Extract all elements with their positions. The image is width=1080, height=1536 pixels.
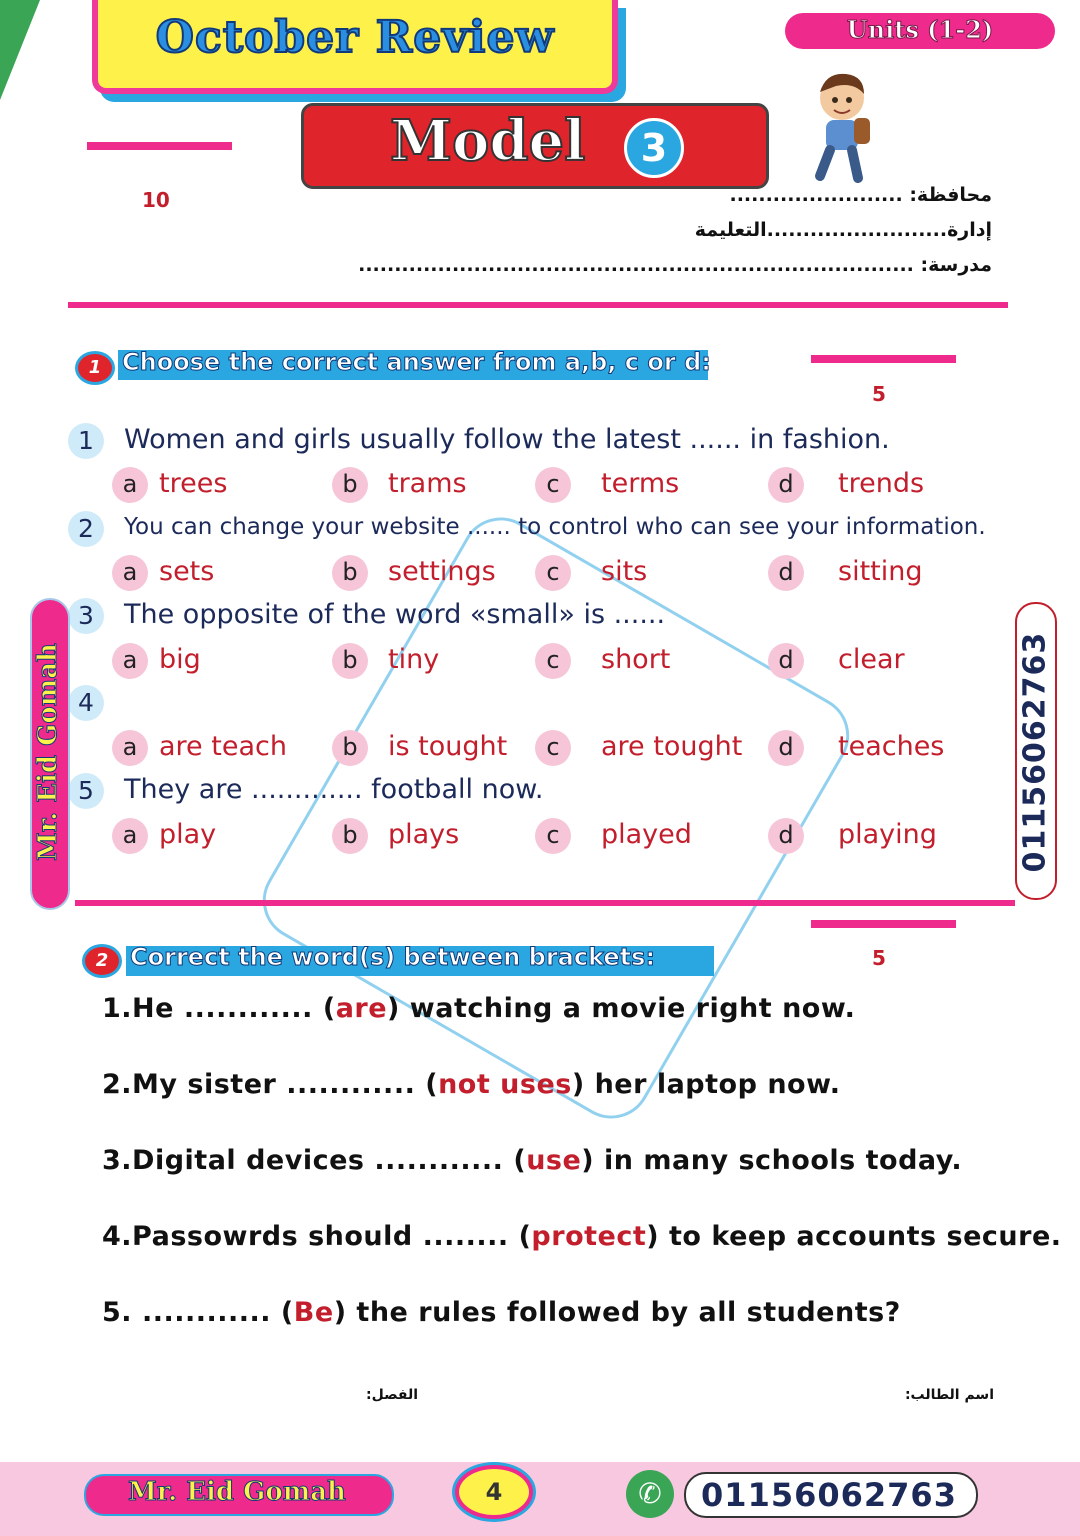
option-text: tiny	[388, 644, 440, 675]
option-letter[interactable]: a	[112, 818, 148, 854]
option-letter[interactable]: d	[768, 730, 804, 766]
item-after: ) in many schools today.	[581, 1145, 963, 1176]
bracket-word: are	[335, 993, 388, 1024]
total-score: 10	[142, 188, 170, 212]
option-text: sits	[601, 556, 648, 587]
section-2-score-line	[811, 920, 956, 928]
option-letter[interactable]: b	[332, 555, 368, 591]
option-text: played	[601, 819, 692, 850]
item-number: 3.	[102, 1145, 133, 1176]
bracket-word: protect	[531, 1221, 647, 1252]
item-before: My sister ............ (	[132, 1069, 439, 1100]
header-divider	[68, 302, 1008, 308]
side-teacher-name: Mr. Eid Gomah	[33, 643, 63, 861]
section-2-title: Correct the word(s) between brackets:	[130, 943, 656, 971]
option-letter[interactable]: c	[535, 555, 571, 591]
option-letter[interactable]: d	[768, 555, 804, 591]
option-text: trees	[159, 468, 228, 499]
option-text: trams	[388, 468, 467, 499]
option-text: playing	[838, 819, 937, 850]
boy-eye-right	[846, 97, 852, 103]
question-text: The opposite of the word «small» is ......	[124, 599, 666, 630]
option-letter[interactable]: c	[535, 467, 571, 503]
section-1-number: 1	[75, 351, 115, 385]
page-number: 4	[455, 1465, 533, 1519]
question-text: Women and girls usually follow the latest ...... in fashion.	[124, 424, 890, 455]
bracket-word: use	[526, 1145, 582, 1176]
student-name-field: اسم الطالب:	[904, 1387, 994, 1403]
option-letter[interactable]: a	[112, 730, 148, 766]
item-before: He ............ (	[132, 993, 336, 1024]
class-field: الفصل:	[366, 1387, 419, 1403]
option-text: clear	[838, 644, 905, 675]
option-letter[interactable]: b	[332, 730, 368, 766]
page-title: October Review	[155, 12, 555, 63]
boy-illustration	[806, 68, 876, 186]
option-text: settings	[388, 556, 496, 587]
question-number: 2	[68, 511, 104, 547]
bracket-word: Be	[293, 1297, 334, 1328]
option-letter[interactable]: c	[535, 643, 571, 679]
option-text: trends	[838, 468, 925, 499]
option-text: plays	[388, 819, 460, 850]
boy-backpack	[854, 118, 870, 144]
correction-item	[102, 1145, 962, 1176]
item-number: 4.	[102, 1221, 133, 1252]
item-number: 1.	[102, 993, 133, 1024]
option-letter[interactable]: b	[332, 818, 368, 854]
item-before: Digital devices ............ (	[132, 1145, 527, 1176]
boy-eye-left	[832, 97, 838, 103]
section-2-score: 5	[872, 946, 886, 970]
item-after: ) watching a movie right now.	[387, 993, 856, 1024]
model-number: 3	[624, 118, 684, 178]
section-1-score-line	[811, 355, 956, 363]
governorate-field: محافظة: ........................	[729, 184, 992, 206]
bracket-word: not uses	[438, 1069, 572, 1100]
option-text: terms	[601, 468, 680, 499]
correction-item	[102, 1297, 901, 1328]
option-letter[interactable]: d	[768, 643, 804, 679]
model-label: Model	[390, 108, 586, 174]
option-text: are teach	[159, 731, 287, 762]
section-1-title: Choose the correct answer from a,b, c or d:	[122, 348, 711, 376]
item-before: ............ (	[132, 1297, 294, 1328]
section-1-score: 5	[872, 382, 886, 406]
option-text: sets	[159, 556, 215, 587]
option-text: are tought	[601, 731, 743, 762]
school-field: مدرسة: .............................................................................	[358, 254, 992, 276]
item-after: ) her laptop now.	[571, 1069, 841, 1100]
footer-teacher-name: Mr. Eid Gomah	[128, 1477, 346, 1507]
boy-legs	[820, 150, 858, 178]
question-number: 5	[68, 773, 104, 809]
option-letter[interactable]: a	[112, 467, 148, 503]
footer-phone-number: 01156062763	[701, 1476, 957, 1514]
correction-item	[102, 993, 855, 1024]
option-text: big	[159, 644, 201, 675]
corner-decoration	[0, 0, 40, 100]
option-letter[interactable]: b	[332, 467, 368, 503]
item-number: 2.	[102, 1069, 133, 1100]
whatsapp-icon: ✆	[626, 1470, 674, 1518]
item-after: ) the rules followed by all students?	[333, 1297, 901, 1328]
item-before: Passowrds should ........ (	[132, 1221, 532, 1252]
section-divider	[75, 900, 1015, 906]
question-number: 1	[68, 423, 104, 459]
correction-item	[102, 1221, 1062, 1252]
option-text: sitting	[838, 556, 923, 587]
option-text: is tought	[388, 731, 508, 762]
option-text: teaches	[838, 731, 945, 762]
question-text: You can change your website ...... to control who can see your information.	[124, 514, 986, 540]
option-letter[interactable]: a	[112, 643, 148, 679]
option-letter[interactable]: d	[768, 467, 804, 503]
option-letter[interactable]: d	[768, 818, 804, 854]
administration-field: إدارة.........................التعليمة	[694, 219, 992, 241]
option-letter[interactable]: b	[332, 643, 368, 679]
units-label: Units (1-2)	[846, 15, 994, 44]
option-text: short	[601, 644, 671, 675]
question-number: 4	[68, 685, 104, 721]
item-after: ) to keep accounts secure.	[646, 1221, 1062, 1252]
section-2-number: 2	[82, 944, 122, 978]
side-phone-number: 01156062763	[1017, 631, 1053, 873]
correction-item	[102, 1069, 841, 1100]
score-underline	[87, 142, 232, 150]
option-letter[interactable]: a	[112, 555, 148, 591]
question-text: They are ............. football now.	[124, 774, 544, 805]
item-number: 5.	[102, 1297, 133, 1328]
option-letter[interactable]: c	[535, 730, 571, 766]
option-letter[interactable]: c	[535, 818, 571, 854]
question-number: 3	[68, 598, 104, 634]
option-text: play	[159, 819, 217, 850]
